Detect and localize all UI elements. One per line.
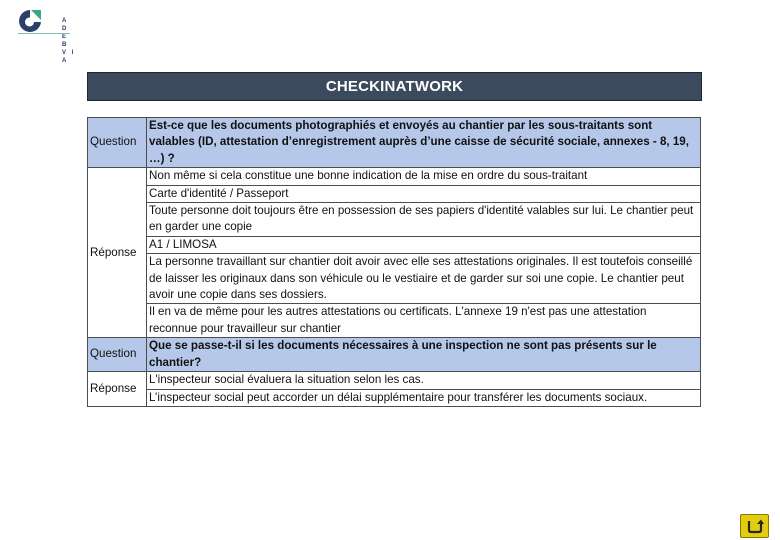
question-label: Question xyxy=(88,338,147,372)
answer-row xyxy=(88,254,701,304)
logo-text: A D E B V I A xyxy=(62,18,76,64)
answer-text: L'inspecteur social évaluera la situation selon les cas. xyxy=(147,372,701,389)
answer-text: Carte d'identité / Passeport xyxy=(147,185,701,202)
answer-text: L’inspecteur social peut accorder un délai supplémentaire pour transférer les documents sociaux. xyxy=(147,389,701,406)
logo xyxy=(16,6,76,64)
question-text: Que se passe-t-il si les documents nécessaires à une inspection ne sont pas présents sur le chantier? xyxy=(147,338,701,372)
question-row xyxy=(88,118,701,168)
answer-row xyxy=(88,304,701,338)
question-row xyxy=(88,338,701,372)
page-title: CHECKINATWORK xyxy=(87,72,702,101)
answer-text: Toute personne doit toujours être en possession de ses papiers d'identité valables sur lui. Le chantier peut en garder une copie xyxy=(147,203,701,237)
answer-row xyxy=(88,185,701,202)
qa-table xyxy=(87,117,701,407)
answer-text: A1 / LIMOSA xyxy=(147,236,701,253)
answer-text: La personne travaillant sur chantier doit avoir avec elle ses attestations originales. Il est toutefois conseillé de laisser les originaux dans son véhicule ou le vestiaire et de garder sur soi une copie. Le chantier peut avoir une copie dans ses dossiers. xyxy=(147,254,701,304)
question-label: Question xyxy=(88,118,147,168)
answer-row xyxy=(88,236,701,253)
answer-row xyxy=(88,372,701,389)
answer-row xyxy=(88,389,701,406)
question-text: Est-ce que les documents photographiés et envoyés au chantier par les sous-traitants sont valables (ID, attestation d’enregistrement auprès d’une caisse de sécurité sociale, annexes - 8, 19, …) ? xyxy=(147,118,701,168)
response-label: Réponse xyxy=(88,372,147,407)
response-label: Réponse xyxy=(88,168,147,338)
answer-text: Non même si cela constitue une bonne indication de la mise en ordre du sous-traitant xyxy=(147,168,701,185)
answer-row xyxy=(88,203,701,237)
answer-row xyxy=(88,168,701,185)
answer-text: Il en va de même pour les autres attestations ou certificats. L'annexe 19 n'est pas une attestation reconnue pour travailleur sur chantier xyxy=(147,304,701,338)
logo-underline xyxy=(18,33,70,34)
return-button[interactable] xyxy=(740,514,769,538)
adebvia-logo-icon xyxy=(16,8,44,34)
return-arrow-icon xyxy=(746,518,764,534)
